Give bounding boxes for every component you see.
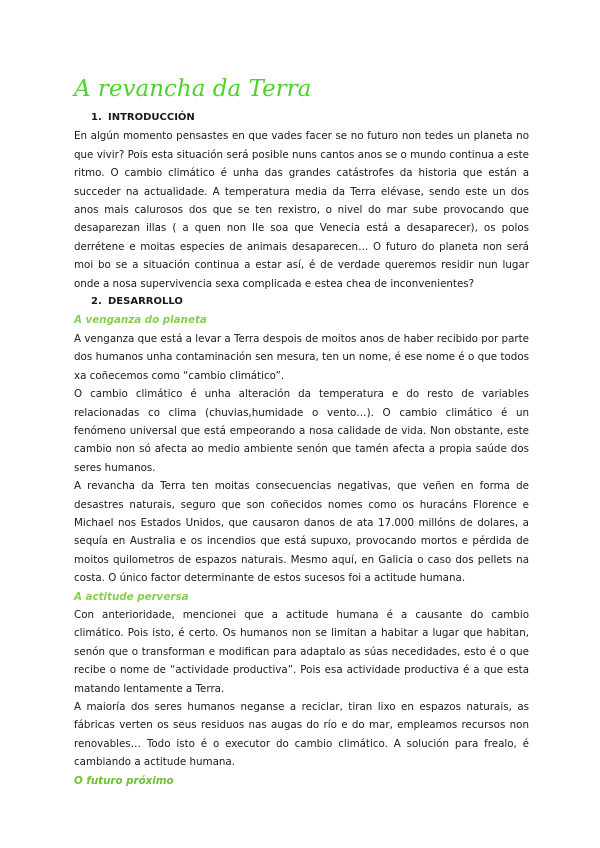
venganza-paragraph-3: A revancha da Terra ten moitas consecuencias negativas, que veñen en forma de desastres naturais, seguro que son coñecidos nomes como os huracáns Florence e Michael nos Estados Unidos, que causaron danos de ata 17.000 millóns de dolares, a sequía en Australia e os incendios que está supuxo, provocando mortos e pérdida de moitos quilometros de espazos naturais. Mesmo aquí, en Galicia o caso dos pellets na costa. O único factor determinante de estos sucesos foi a actitude humana. bbox=[74, 480, 529, 585]
document-body bbox=[74, 109, 529, 790]
section-heading-introduction bbox=[74, 109, 529, 127]
section-title: INTRODUCCIÓN bbox=[108, 112, 195, 123]
intro-paragraph: En algún momento pensastes en que vades facer se no futuro non tedes un planeta no que vivir? Pois esta situación será posible nuns cantos anos se o mundo continua a este ritmo. O cambio climático é unha das grandes catástrofes da historia que están a succeder na actualidade. A temperatura media da Terra elévase, sendo este un dos anos mais calurosos dos que se ten rexistro, o nivel do mar sube provocando que desaparezan illas ( a quen non lle soa que Venecia está a desaparecer), os polos derrétene e moitas especies de animais desaparecen… O futuro do planeta non será moi bo se a situación continua a estar así, é de verdade queremos residir nun lugar onde a nosa supervivencia sexa complicada e estea chea de inconvenientes? bbox=[74, 130, 529, 290]
subheading-futuro: O futuro próximo bbox=[74, 774, 174, 787]
subheading-actitude: A actitude perversa bbox=[74, 590, 189, 603]
section-number: 1. bbox=[91, 112, 102, 123]
venganza-paragraph-2: O cambio climático é unha alteración da temperatura e do resto de variables relacionadas co clima (chuvias,humidade o vento…). O cambio climático é un fenómeno universal que está empeorando a nosa calidade de vida. Non obstante, este cambio non só afecta ao medio ambiente senón que tamén afecta a propia saúde dos seres humanos. bbox=[74, 388, 529, 474]
section-number: 2. bbox=[91, 296, 102, 308]
section-heading-development bbox=[74, 293, 529, 311]
document-title: A revancha da Terra bbox=[74, 76, 312, 102]
section-title: DESARROLLO bbox=[108, 296, 183, 308]
subheading-venganza: A venganza do planeta bbox=[74, 314, 207, 327]
venganza-paragraph-1: A venganza que está a levar a Terra despois de moitos anos de haber recibido por parte dos humanos unha contaminación sen mesura, ten un nome, é ese nome é o que todos xa coñecemos como “cambio climático”. bbox=[74, 332, 529, 382]
actitude-paragraph-2: A maioría dos seres humanos neganse a reciclar, tiran lixo en espazos naturais, as fábricas verten os seus residuos nas augas do río e do mar, empleamos recursos non renovables… Todo isto é o executor do cambio climático. A solución para frealo, é cambiando a actitude humana. bbox=[74, 701, 529, 769]
actitude-paragraph-1: Con anterioridade, mencionei que a actitude humana é a causante do cambio climático. Pois isto, é certo. Os humanos non se limitan a habitar a lugar que habitan, senón que o transforman e modifican para adaptalo as súas necedidades, esto é o que recibe o nome de “actividade productiva”. Pois esa actividade productiva é a que esta matando lentamente a Terra. bbox=[74, 608, 529, 695]
